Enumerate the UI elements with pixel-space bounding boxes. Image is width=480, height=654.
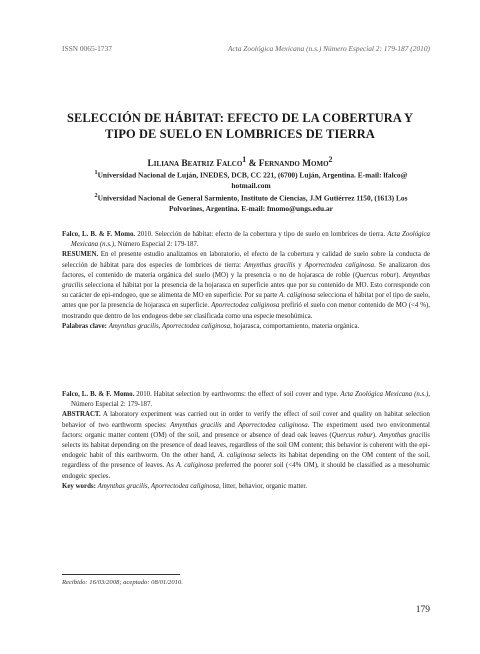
footnote-divider (62, 574, 180, 575)
resumen-paragraph: RESUMEN. En el presente estudio analizamos en laboratorio, el efecto de la cobertura y calidad de suelo sobre la conducta de selección de hábitat para dos especies de lombrices de tierra: Amynthas gracilis y Aporrectodea caliginosa. Se analizaron dos factores, el contenido de materia orgánica del suelo (MO) y la presencia o no de hojarasca de roble (Quercus robur). Amynthas gracilis selecciona el hábitat por la presencia de la hojarasca en superficie antes que por su contenido de MO. Esto corresponde con su carácter de epi-endogeo, que se alimenta de MO en superficie. Por su parte A. caliginosa selecciona el hábitat por el tipo de suelo, antes que por la presencia de hojarasca en superficie. Aporrectodea caliginosa prefirió el suelo con menor contenido de MO (<4 %), mostrando que dentro de los endogeos debe ser clasificada como una especie mesohúmica. (62, 251, 430, 320)
affiliation-email: hotmail.com (231, 181, 271, 191)
author-affiliation-mark: 2 (328, 155, 333, 164)
author-name: Fernando Momo (258, 159, 329, 170)
title-line: TIPO DE SUELO EN LOMBRICES DE TIERRA (105, 127, 375, 141)
affiliation-mark: 2 (94, 193, 98, 199)
page-number: 179 (415, 605, 430, 615)
author-line (50, 155, 430, 169)
affiliation-text: Universidad Nacional de General Sarmiento, Instituto de Ciencias, J.M Gutiérrez 1150, (1613) Los (97, 193, 408, 203)
abstract-label: ABSTRACT. (62, 411, 101, 419)
key-words: Key words: Amynthas gracilis, Aporrectodea caliginosa, litter, behavior, organic matter. (62, 482, 308, 490)
title-line: SELECCIÓN DE HÁBITAT: EFECTO DE LA COBERTURA Y (66, 111, 413, 125)
resumen-label: RESUMEN. (62, 251, 99, 259)
affiliation-2 (78, 191, 424, 215)
affiliation-1 (78, 168, 424, 192)
issn: ISSN 0065-1737 (62, 44, 112, 53)
running-head (62, 44, 430, 53)
journal-reference: Acta Zoológica Mexicana (n.s.) Número Especial 2: 179-187 (2010) (227, 44, 430, 53)
affiliation-text: Universidad Nacional de Luján, INEDES, DCB, CC 221, (6700) Luján, Argentina. E-mail: lfalco@ (97, 170, 408, 180)
received-accepted-note: Recibido: 16/03/2008; aceptado: 08/01/2010. (62, 579, 183, 586)
affiliation-email: Polvorines, Argentina. E-mail: fmomo@ungs.edu.ar (169, 204, 333, 214)
affiliation-mark: 1 (94, 170, 98, 176)
spanish-citation: Falco, L. B. & F. Momo. 2010. Selección de hábitat: efecto de la cobertura y tipo de suelo en lombrices de tierra. Acta Zoológica Mexicana (n.s.), Número Especial 2: 179-187. (62, 231, 430, 249)
english-abstract (62, 390, 430, 492)
article-title (50, 110, 430, 142)
english-citation: Falco, L. B. & F. Momo. 2010. Habitat selection by earthworms: the effect of soil cover and type. Acta Zoológica Mexicana (n.s.), Número Especial 2: 179-187. (62, 391, 430, 409)
author-name: Liliana Beatriz Falco (147, 159, 243, 170)
author-affiliation-mark: 1 (242, 155, 247, 164)
abstract-paragraph: ABSTRACT. A laboratory experiment was carried out in order to verify the effect of soil cover and quality on habitat selection behavior of two earthworm species: Amynthas gracilis and Aporrectodea caliginosa. The experiment used two environmental factors: organic matter content (OM) of the soil, and presence or absence of dead oak leaves (Quercus robur). Amynthas gracilis selects its habitat depending on the presence of dead leaves, regardless of the soil OM content; this behavior is coherent with the epi-endogeic habit of this earthworm. On the other hand, A. caliginosa selects its habitat depending on the OM content of the soil, regardless of the presence of leaves. As A. caliginosa preferred the poorer soil (<4% OM), it should be classified as a mesohumic endogeic species. (62, 411, 430, 480)
spanish-abstract (62, 230, 430, 332)
author-separator: & (246, 159, 259, 170)
palabras-clave: Palabras clave: Amynthas gracilis, Aporrectodea caliginosa, hojarasca, comportamiento, materia orgánica. (62, 322, 360, 330)
